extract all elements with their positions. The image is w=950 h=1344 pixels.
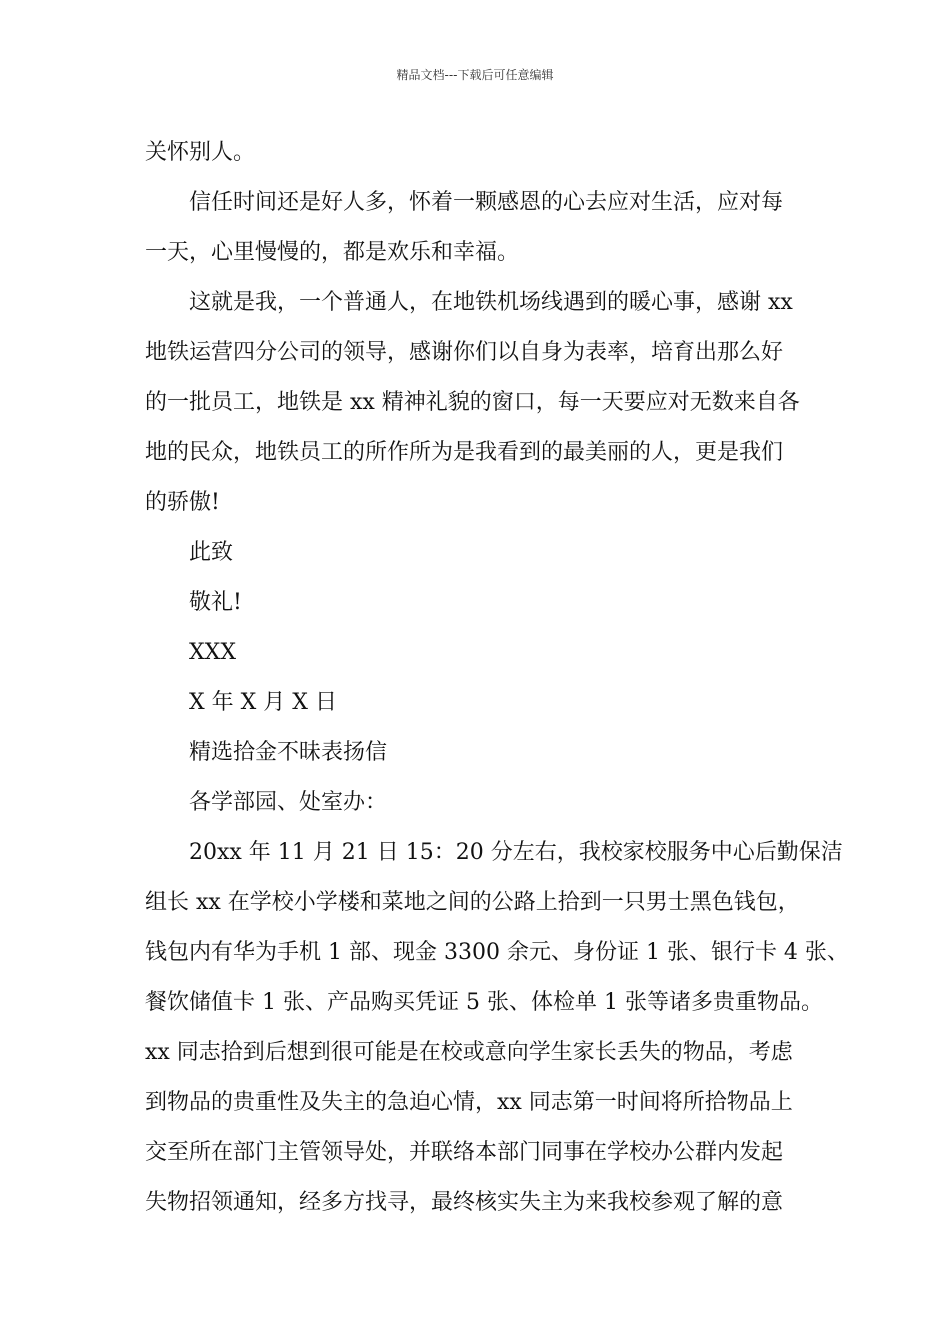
page-header: 精品文档---下载后可任意编辑 <box>396 68 554 82</box>
text-line: 一天，心里慢慢的，都是欢乐和幸福。 <box>145 240 520 265</box>
text-line: 关怀别人。 <box>145 140 256 165</box>
section-title: 精选拾金不昧表扬信 <box>189 740 388 765</box>
text-line: 交至所在部门主管领导处，并联络本部门同事在学校办公群内发起 <box>145 1140 784 1165</box>
closing-salutation: 此致 <box>189 540 234 565</box>
text-line: 地的民众，地铁员工的所作所为是我看到的最美丽的人，更是我们 <box>145 440 784 465</box>
signature: XXX <box>189 640 236 665</box>
text-line: 的骄傲! <box>145 490 220 515</box>
text-line: 20xx 年 11 月 21 日 15：20 分左右，我校家校服务中心后勤保洁 <box>189 840 843 865</box>
text-line: 的一批员工，地铁是 xx 精神礼貌的窗口，每一天要应对无数来自各 <box>145 390 800 415</box>
text-line: xx 同志拾到后想到很可能是在校或意向学生家长丢失的物品，考虑 <box>145 1040 793 1065</box>
text-line: 这就是我，一个普通人，在地铁机场线遇到的暖心事，感谢 xx <box>189 290 793 315</box>
text-line: 到物品的贵重性及失主的急迫心情，xx 同志第一时间将所拾物品上 <box>145 1090 793 1115</box>
text-line: 地铁运营四分公司的领导，感谢你们以自身为表率，培育出那么好 <box>145 340 784 365</box>
text-line: 信任时间还是好人多，怀着一颗感恩的心去应对生活，应对每 <box>189 190 784 215</box>
text-line: 餐饮储值卡 1 张、产品购买凭证 5 张、体检单 1 张等诸多贵重物品。 <box>145 990 823 1015</box>
text-line: 组长 xx 在学校小学楼和菜地之间的公路上拾到一只男士黑色钱包， <box>145 890 800 915</box>
text-line: 失物招领通知，经多方找寻，最终核实失主为来我校参观了解的意 <box>145 1190 784 1215</box>
text-line: 钱包内有华为手机 1 部、现金 3300 余元、身份证 1 张、银行卡 4 张、 <box>145 940 849 965</box>
recipient-line: 各学部园、处室办： <box>189 790 388 815</box>
document-body <box>145 128 849 1228</box>
closing-regards: 敬礼! <box>189 590 242 615</box>
letter-date: X 年 X 月 X 日 <box>189 690 337 715</box>
